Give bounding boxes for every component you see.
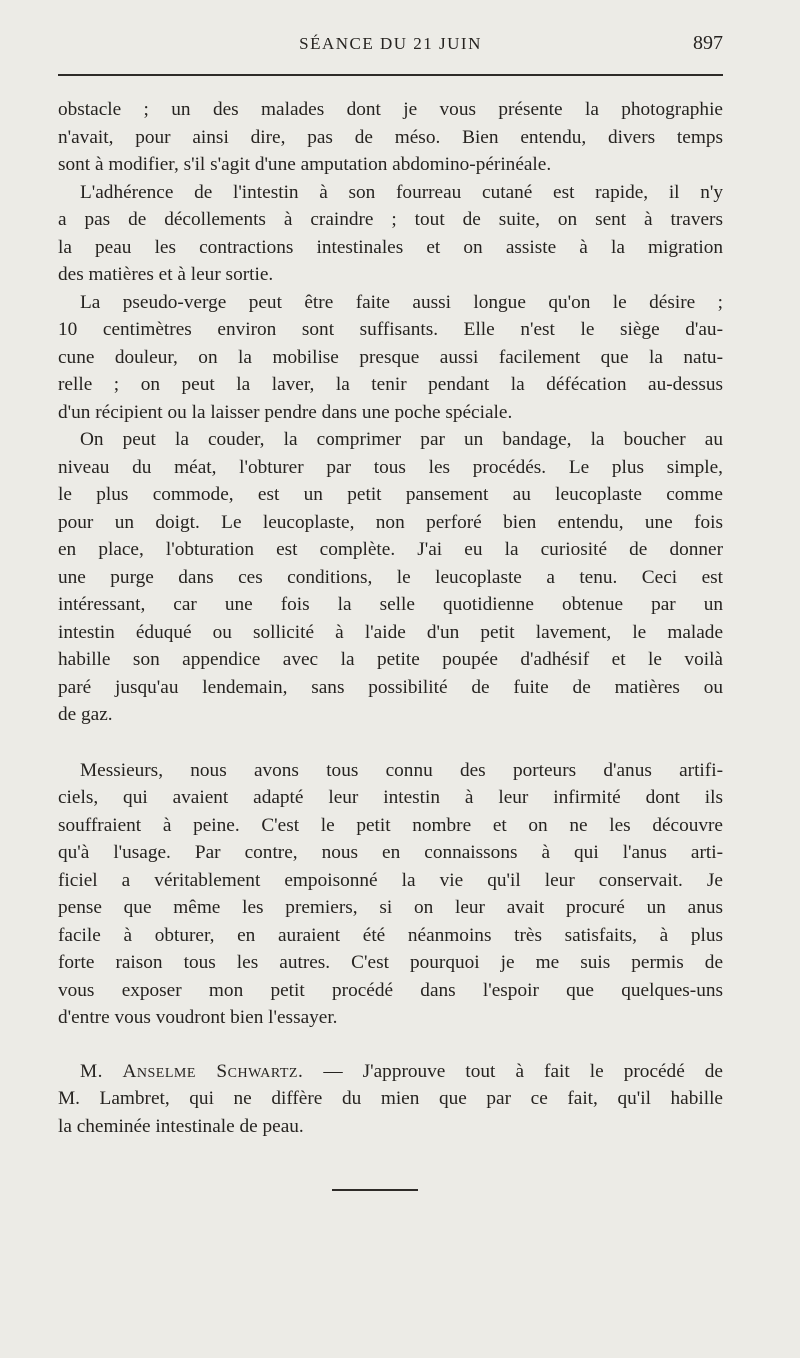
paragraph-3 bbox=[58, 289, 723, 427]
text-line: pense que même les premiers, si on leur avait procuré un anus bbox=[58, 897, 723, 918]
text-line: obstacle ; un des malades dont je vous présente la photographie bbox=[58, 99, 723, 120]
text-line: Messieurs, nous avons tous connu des porteurs d'anus artifi- bbox=[80, 759, 723, 781]
paragraph-6 bbox=[58, 1058, 723, 1141]
running-head bbox=[58, 30, 723, 60]
text-line: en place, l'obturation est complète. J'ai eu la curiosité de donner bbox=[58, 539, 723, 560]
text-line: La pseudo-verge peut être faite aussi longue qu'on le désire ; bbox=[80, 291, 723, 313]
text-line: facile à obturer, en auraient été néanmoins très satisfaits, à plus bbox=[58, 924, 723, 946]
paragraph-spacer bbox=[58, 729, 723, 757]
text-line: paré jusqu'au lendemain, sans possibilité de fuite de matières ou bbox=[58, 676, 723, 698]
speaker-remark: — J'approuve tout à fait le procédé de bbox=[303, 1060, 723, 1082]
text-line: souffraient à peine. C'est le petit nombre et on ne les découvre bbox=[58, 814, 723, 836]
paragraph-2 bbox=[58, 179, 723, 289]
section-end-rule bbox=[332, 1189, 418, 1191]
body-text bbox=[58, 96, 723, 1140]
paragraph-spacer bbox=[58, 1032, 723, 1058]
text-line: la cheminée intestinale de peau. bbox=[58, 1115, 304, 1137]
text-line: sont à modifier, s'il s'agit d'une amputation abdomino-périnéale. bbox=[58, 154, 552, 175]
text-line: ciels, qui avaient adapté leur intestin à leur infirmité dont ils bbox=[58, 787, 723, 808]
text-line: 10 centimètres environ sont suffisants. Elle n'est le siège d'au- bbox=[58, 319, 723, 340]
text-line: qu'à l'usage. Par contre, nous en connaissons à qui l'anus arti- bbox=[58, 842, 723, 863]
paragraph-5 bbox=[58, 757, 723, 1032]
running-head-title: SÉANCE DU 21 JUIN bbox=[299, 34, 482, 53]
text-line: vous exposer mon petit procédé dans l'espoir que quelques-uns bbox=[58, 979, 723, 1001]
text-line bbox=[58, 1058, 723, 1086]
text-line: relle ; on peut la laver, la tenir pendant la défécation au-dessus bbox=[58, 374, 723, 395]
text-line: niveau du méat, l'obturer par tous les procédés. Le plus simple, bbox=[58, 456, 723, 478]
text-line: pour un doigt. Le leucoplaste, non perforé bien entendu, une fois bbox=[58, 511, 723, 533]
text-line: d'entre vous voudront bien l'essayer. bbox=[58, 1007, 338, 1028]
paragraph-4 bbox=[58, 426, 723, 729]
text-line: M. Lambret, qui ne diffère du mien que par ce fait, qu'il habille bbox=[58, 1088, 723, 1109]
text-line: ficiel a véritablement empoisonné la vie qu'il leur conservait. Je bbox=[58, 869, 723, 891]
text-line: le plus commode, est un petit pansement au leucoplaste comme bbox=[58, 484, 723, 505]
paragraph-1 bbox=[58, 96, 723, 179]
text-line: des matières et à leur sortie. bbox=[58, 264, 274, 285]
text-line: n'avait, pour ainsi dire, pas de méso. Bien entendu, divers temps bbox=[58, 126, 723, 148]
page-number: 897 bbox=[693, 32, 723, 54]
text-line: L'adhérence de l'intestin à son fourreau cutané est rapide, il n'y bbox=[80, 181, 723, 203]
text-line: cune douleur, on la mobilise presque aussi facilement que la natu- bbox=[58, 346, 723, 368]
text-line: intéressant, car une fois la selle quotidienne obtenue par un bbox=[58, 594, 723, 615]
header-rule bbox=[58, 74, 723, 76]
text-line: On peut la couder, la comprimer par un bandage, la boucher au bbox=[80, 429, 723, 450]
text-line: la peau les contractions intestinales et on assiste à la migration bbox=[58, 236, 723, 258]
text-line: habille son appendice avec la petite poupée d'adhésif et le voilà bbox=[58, 649, 723, 670]
text-line: une purge dans ces conditions, le leucoplaste a tenu. Ceci est bbox=[58, 566, 723, 588]
text-line: forte raison tous les autres. C'est pourquoi je me suis permis de bbox=[58, 952, 723, 973]
text-line: a pas de décollements à craindre ; tout de suite, on sent à travers bbox=[58, 209, 723, 230]
text-line: d'un récipient ou la laisser pendre dans une poche spéciale. bbox=[58, 401, 513, 423]
speaker-name: M. Anselme Schwartz. bbox=[80, 1060, 304, 1082]
text-line: intestin éduqué ou sollicité à l'aide d'un petit lavement, le malade bbox=[58, 621, 723, 643]
text-line: de gaz. bbox=[58, 704, 113, 725]
